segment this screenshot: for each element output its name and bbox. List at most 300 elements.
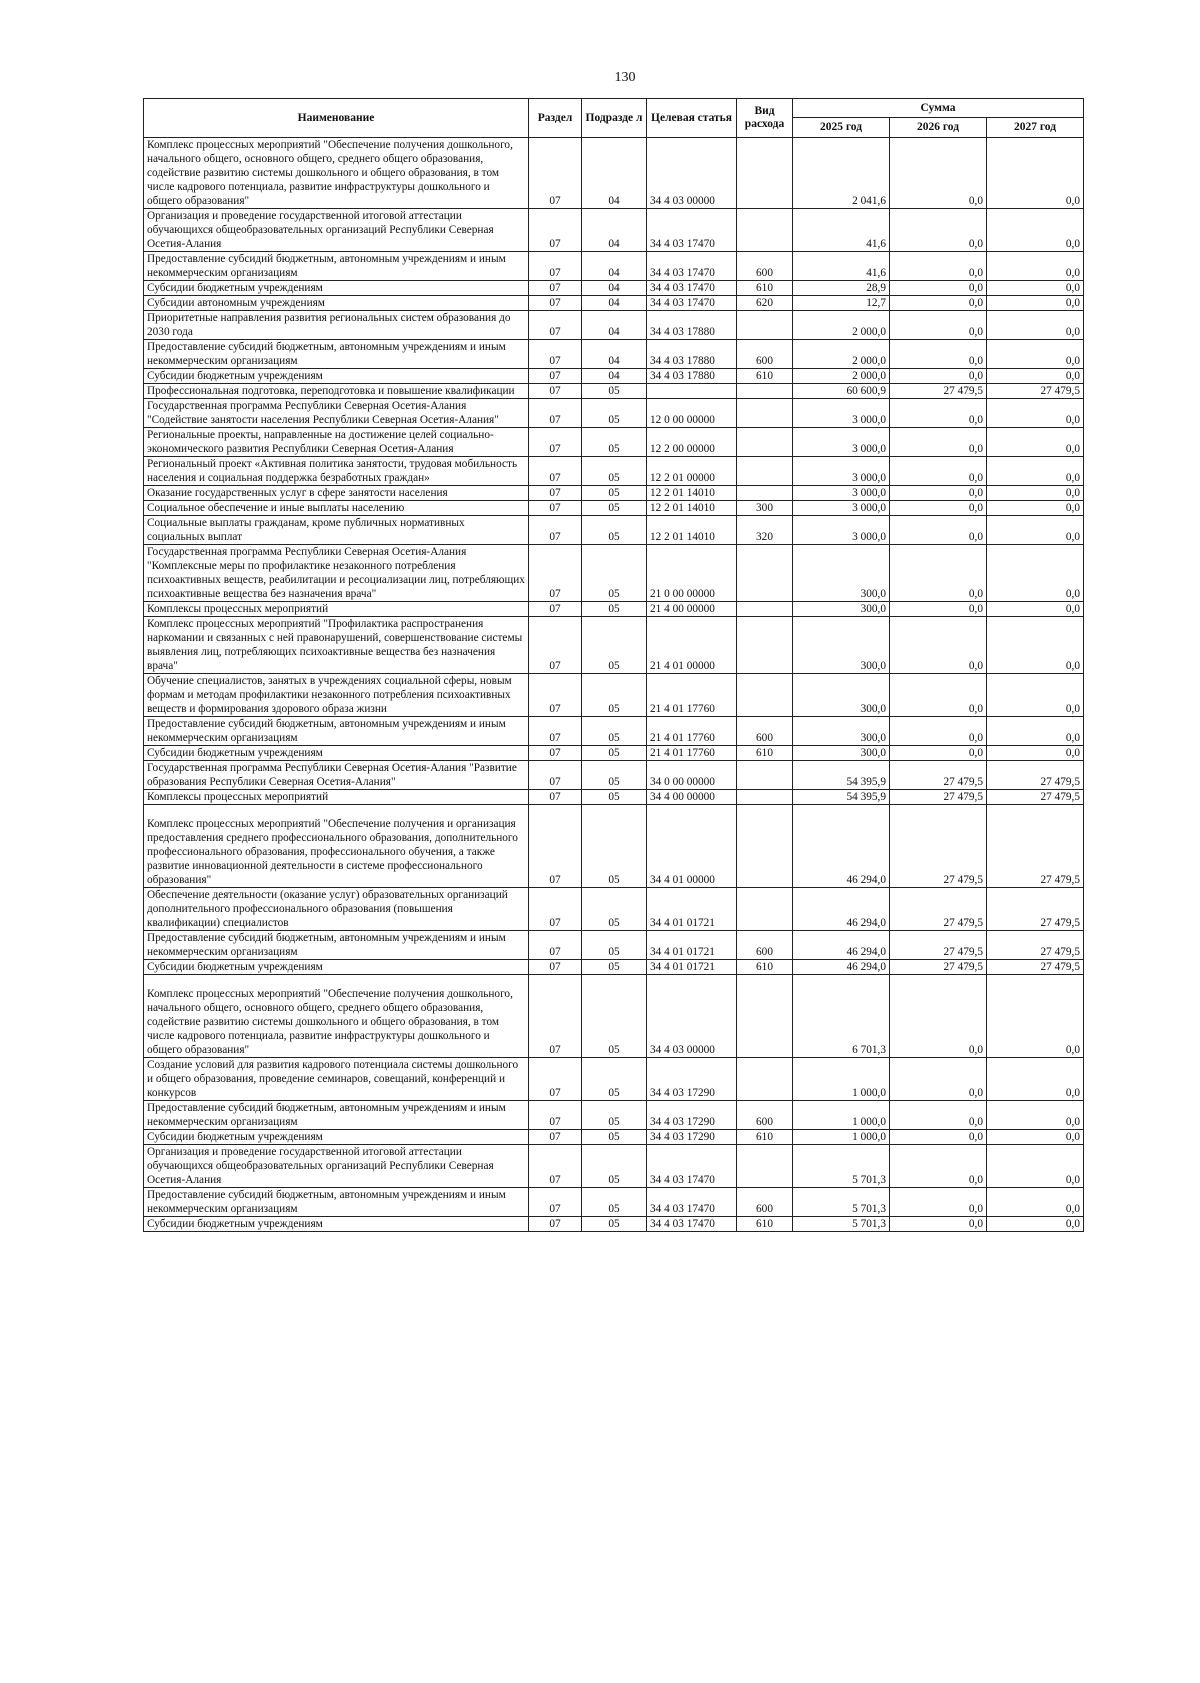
table-row bbox=[144, 486, 1084, 501]
row-expense-kind bbox=[737, 888, 793, 931]
row-sum-2026: 0,0 bbox=[890, 617, 987, 674]
row-sum-2027: 27 479,5 bbox=[987, 888, 1084, 931]
row-sum-2025: 2 041,6 bbox=[793, 138, 890, 209]
row-expense-kind bbox=[737, 805, 793, 888]
row-name: Субсидии бюджетным учреждениям bbox=[144, 281, 529, 296]
row-subsection: 05 bbox=[582, 1058, 647, 1101]
row-sum-2026: 0,0 bbox=[890, 1145, 987, 1188]
row-subsection: 05 bbox=[582, 674, 647, 717]
row-section: 07 bbox=[529, 717, 582, 746]
row-subsection: 05 bbox=[582, 1130, 647, 1145]
row-target-article: 34 4 01 01721 bbox=[647, 960, 737, 975]
row-sum-2025: 300,0 bbox=[793, 746, 890, 761]
row-sum-2027: 0,0 bbox=[987, 1217, 1084, 1232]
row-sum-2026: 0,0 bbox=[890, 138, 987, 209]
row-target-article: 34 4 01 01721 bbox=[647, 888, 737, 931]
row-target-article: 21 4 01 00000 bbox=[647, 617, 737, 674]
row-target-article: 34 4 03 17470 bbox=[647, 1188, 737, 1217]
row-sum-2027: 0,0 bbox=[987, 1101, 1084, 1130]
row-sum-2025: 46 294,0 bbox=[793, 960, 890, 975]
row-name: Комплекс процессных мероприятий "Обеспечение получения дошкольного, начального общего, основного общего, среднего общего образования, содействие развитию системы дошкольного и общего образования, в том числе кадрового потенциала, развитие инфраструктуры дошкольного и общего образования" bbox=[144, 975, 529, 1058]
table-row bbox=[144, 281, 1084, 296]
row-subsection: 05 bbox=[582, 501, 647, 516]
table-row bbox=[144, 369, 1084, 384]
row-name: Субсидии бюджетным учреждениям bbox=[144, 1217, 529, 1232]
table-row bbox=[144, 252, 1084, 281]
row-subsection: 04 bbox=[582, 209, 647, 252]
row-sum-2026: 27 479,5 bbox=[890, 761, 987, 790]
row-target-article: 12 2 00 00000 bbox=[647, 428, 737, 457]
row-sum-2025: 5 701,3 bbox=[793, 1217, 890, 1232]
row-subsection: 05 bbox=[582, 384, 647, 399]
row-name: Комплексы процессных мероприятий bbox=[144, 602, 529, 617]
row-subsection: 05 bbox=[582, 888, 647, 931]
table-row bbox=[144, 805, 1084, 888]
row-target-article: 34 4 03 17880 bbox=[647, 369, 737, 384]
table-row bbox=[144, 1058, 1084, 1101]
table-row bbox=[144, 1101, 1084, 1130]
row-target-article: 34 4 03 17470 bbox=[647, 209, 737, 252]
row-target-article: 21 0 00 00000 bbox=[647, 545, 737, 602]
row-sum-2027: 27 479,5 bbox=[987, 761, 1084, 790]
row-subsection: 05 bbox=[582, 761, 647, 790]
row-sum-2025: 300,0 bbox=[793, 602, 890, 617]
row-target-article: 12 2 01 14010 bbox=[647, 501, 737, 516]
row-name: Организация и проведение государственной итоговой аттестации обучающихся общеобразовательных организаций Республики Северная Осетия-Алания bbox=[144, 209, 529, 252]
row-section: 07 bbox=[529, 617, 582, 674]
row-name: Государственная программа Республики Северная Осетия-Алания "Содействие занятости населения Республики Северная Осетия-Алания" bbox=[144, 399, 529, 428]
row-sum-2027: 0,0 bbox=[987, 369, 1084, 384]
table-body bbox=[144, 138, 1084, 1232]
row-sum-2027: 0,0 bbox=[987, 399, 1084, 428]
row-sum-2026: 0,0 bbox=[890, 545, 987, 602]
row-section: 07 bbox=[529, 384, 582, 399]
row-sum-2026: 27 479,5 bbox=[890, 960, 987, 975]
table-row bbox=[144, 501, 1084, 516]
row-subsection: 05 bbox=[582, 805, 647, 888]
table-row bbox=[144, 545, 1084, 602]
row-name: Субсидии автономным учреждениям bbox=[144, 296, 529, 311]
row-sum-2026: 0,0 bbox=[890, 516, 987, 545]
row-name: Субсидии бюджетным учреждениям bbox=[144, 746, 529, 761]
row-expense-kind bbox=[737, 602, 793, 617]
table-row bbox=[144, 975, 1084, 1058]
row-section: 07 bbox=[529, 790, 582, 805]
row-expense-kind: 610 bbox=[737, 746, 793, 761]
table-row bbox=[144, 790, 1084, 805]
row-sum-2026: 0,0 bbox=[890, 486, 987, 501]
row-subsection: 05 bbox=[582, 457, 647, 486]
row-sum-2026: 27 479,5 bbox=[890, 931, 987, 960]
table-row bbox=[144, 931, 1084, 960]
row-sum-2026: 0,0 bbox=[890, 296, 987, 311]
table-row bbox=[144, 384, 1084, 399]
row-subsection: 05 bbox=[582, 486, 647, 501]
row-sum-2025: 46 294,0 bbox=[793, 805, 890, 888]
row-sum-2025: 300,0 bbox=[793, 674, 890, 717]
row-section: 07 bbox=[529, 1058, 582, 1101]
row-section: 07 bbox=[529, 457, 582, 486]
table-row bbox=[144, 209, 1084, 252]
row-sum-2025: 3 000,0 bbox=[793, 428, 890, 457]
row-sum-2026: 0,0 bbox=[890, 1217, 987, 1232]
row-target-article: 21 4 01 17760 bbox=[647, 717, 737, 746]
row-expense-kind: 600 bbox=[737, 340, 793, 369]
header-year-2027: 2027 год bbox=[987, 118, 1084, 138]
row-name: Субсидии бюджетным учреждениям bbox=[144, 1130, 529, 1145]
row-section: 07 bbox=[529, 931, 582, 960]
row-sum-2027: 27 479,5 bbox=[987, 384, 1084, 399]
row-sum-2025: 3 000,0 bbox=[793, 486, 890, 501]
row-section: 07 bbox=[529, 296, 582, 311]
row-subsection: 05 bbox=[582, 960, 647, 975]
row-subsection: 05 bbox=[582, 975, 647, 1058]
row-subsection: 04 bbox=[582, 369, 647, 384]
row-sum-2027: 0,0 bbox=[987, 501, 1084, 516]
row-sum-2026: 0,0 bbox=[890, 1130, 987, 1145]
row-name: Организация и проведение государственной итоговой аттестации обучающихся общеобразовательных организаций Республики Северная Осетия-Алания bbox=[144, 1145, 529, 1188]
row-sum-2026: 0,0 bbox=[890, 1101, 987, 1130]
row-sum-2027: 0,0 bbox=[987, 209, 1084, 252]
row-sum-2027: 0,0 bbox=[987, 1058, 1084, 1101]
row-name: Социальные выплаты гражданам, кроме публичных нормативных социальных выплат bbox=[144, 516, 529, 545]
row-name: Комплекс процессных мероприятий "Профилактика распространения наркомании и связанных с ней правонарушений, совершенствование системы выявления лиц, потребляющих психоактивные вещества без назначения врача" bbox=[144, 617, 529, 674]
row-expense-kind bbox=[737, 399, 793, 428]
row-target-article: 34 4 03 17470 bbox=[647, 1217, 737, 1232]
row-subsection: 04 bbox=[582, 311, 647, 340]
row-sum-2027: 27 479,5 bbox=[987, 931, 1084, 960]
row-target-article: 34 4 00 00000 bbox=[647, 790, 737, 805]
row-target-article: 21 4 01 17760 bbox=[647, 746, 737, 761]
table-row bbox=[144, 340, 1084, 369]
row-expense-kind: 620 bbox=[737, 296, 793, 311]
row-target-article: 34 4 03 17880 bbox=[647, 311, 737, 340]
row-sum-2026: 0,0 bbox=[890, 399, 987, 428]
row-subsection: 05 bbox=[582, 1101, 647, 1130]
row-expense-kind: 300 bbox=[737, 501, 793, 516]
row-name: Предоставление субсидий бюджетным, автономным учреждениям и иным некоммерческим организациям bbox=[144, 1101, 529, 1130]
row-section: 07 bbox=[529, 975, 582, 1058]
row-subsection: 05 bbox=[582, 1188, 647, 1217]
row-name: Профессиональная подготовка, переподготовка и повышение квалификации bbox=[144, 384, 529, 399]
row-sum-2026: 0,0 bbox=[890, 602, 987, 617]
row-sum-2025: 46 294,0 bbox=[793, 931, 890, 960]
table-row bbox=[144, 888, 1084, 931]
row-expense-kind: 600 bbox=[737, 931, 793, 960]
row-sum-2026: 27 479,5 bbox=[890, 805, 987, 888]
row-sum-2027: 0,0 bbox=[987, 975, 1084, 1058]
row-section: 07 bbox=[529, 311, 582, 340]
row-sum-2025: 41,6 bbox=[793, 209, 890, 252]
row-section: 07 bbox=[529, 960, 582, 975]
row-expense-kind bbox=[737, 209, 793, 252]
row-target-article: 34 4 03 17290 bbox=[647, 1101, 737, 1130]
row-subsection: 05 bbox=[582, 617, 647, 674]
row-name: Региональные проекты, направленные на достижение целей социально-экономического развития Республики Северная Осетия-Алания bbox=[144, 428, 529, 457]
row-sum-2025: 46 294,0 bbox=[793, 888, 890, 931]
table-row bbox=[144, 138, 1084, 209]
row-subsection: 04 bbox=[582, 281, 647, 296]
table-row bbox=[144, 399, 1084, 428]
budget-table bbox=[143, 98, 1084, 1232]
row-subsection: 05 bbox=[582, 1217, 647, 1232]
row-sum-2027: 0,0 bbox=[987, 252, 1084, 281]
row-sum-2025: 60 600,9 bbox=[793, 384, 890, 399]
header-subsection: Подразде л bbox=[582, 99, 647, 138]
table-row bbox=[144, 1217, 1084, 1232]
row-sum-2025: 28,9 bbox=[793, 281, 890, 296]
table-row bbox=[144, 311, 1084, 340]
table-row bbox=[144, 428, 1084, 457]
table-row bbox=[144, 516, 1084, 545]
row-section: 07 bbox=[529, 340, 582, 369]
row-target-article: 34 4 03 17470 bbox=[647, 252, 737, 281]
row-expense-kind bbox=[737, 761, 793, 790]
row-sum-2025: 12,7 bbox=[793, 296, 890, 311]
row-subsection: 04 bbox=[582, 340, 647, 369]
row-expense-kind bbox=[737, 138, 793, 209]
row-sum-2025: 3 000,0 bbox=[793, 516, 890, 545]
row-sum-2026: 27 479,5 bbox=[890, 888, 987, 931]
row-sum-2027: 0,0 bbox=[987, 617, 1084, 674]
row-sum-2026: 0,0 bbox=[890, 369, 987, 384]
row-section: 07 bbox=[529, 138, 582, 209]
row-target-article: 34 4 01 01721 bbox=[647, 931, 737, 960]
row-expense-kind bbox=[737, 1145, 793, 1188]
row-target-article: 34 4 03 17880 bbox=[647, 340, 737, 369]
row-expense-kind: 600 bbox=[737, 717, 793, 746]
row-name: Комплексы процессных мероприятий bbox=[144, 790, 529, 805]
row-sum-2025: 2 000,0 bbox=[793, 311, 890, 340]
row-target-article: 34 0 00 00000 bbox=[647, 761, 737, 790]
row-target-article: 34 4 03 00000 bbox=[647, 975, 737, 1058]
table-row bbox=[144, 457, 1084, 486]
row-section: 07 bbox=[529, 602, 582, 617]
row-target-article: 34 4 03 17470 bbox=[647, 296, 737, 311]
row-expense-kind: 610 bbox=[737, 369, 793, 384]
row-section: 07 bbox=[529, 1145, 582, 1188]
row-sum-2026: 27 479,5 bbox=[890, 790, 987, 805]
row-sum-2025: 1 000,0 bbox=[793, 1101, 890, 1130]
header-section: Раздел bbox=[529, 99, 582, 138]
row-subsection: 05 bbox=[582, 602, 647, 617]
row-sum-2026: 0,0 bbox=[890, 975, 987, 1058]
row-sum-2025: 6 701,3 bbox=[793, 975, 890, 1058]
row-name: Оказание государственных услуг в сфере занятости населения bbox=[144, 486, 529, 501]
row-sum-2026: 0,0 bbox=[890, 1188, 987, 1217]
row-target-article bbox=[647, 384, 737, 399]
row-subsection: 05 bbox=[582, 717, 647, 746]
row-section: 07 bbox=[529, 252, 582, 281]
table-row bbox=[144, 717, 1084, 746]
row-name: Субсидии бюджетным учреждениям bbox=[144, 369, 529, 384]
row-sum-2025: 300,0 bbox=[793, 617, 890, 674]
row-name: Социальное обеспечение и иные выплаты населению bbox=[144, 501, 529, 516]
row-expense-kind: 610 bbox=[737, 1130, 793, 1145]
row-expense-kind bbox=[737, 428, 793, 457]
row-expense-kind bbox=[737, 384, 793, 399]
row-sum-2026: 0,0 bbox=[890, 1058, 987, 1101]
row-subsection: 05 bbox=[582, 790, 647, 805]
row-sum-2027: 0,0 bbox=[987, 486, 1084, 501]
row-target-article: 34 4 01 00000 bbox=[647, 805, 737, 888]
row-sum-2025: 2 000,0 bbox=[793, 369, 890, 384]
row-sum-2026: 0,0 bbox=[890, 501, 987, 516]
row-sum-2027: 0,0 bbox=[987, 602, 1084, 617]
header-kind: Вид расхода bbox=[737, 99, 793, 138]
row-name: Предоставление субсидий бюджетным, автономным учреждениям и иным некоммерческим организациям bbox=[144, 340, 529, 369]
row-name: Предоставление субсидий бюджетным, автономным учреждениям и иным некоммерческим организациям bbox=[144, 931, 529, 960]
row-subsection: 05 bbox=[582, 1145, 647, 1188]
table-row bbox=[144, 761, 1084, 790]
row-expense-kind bbox=[737, 1058, 793, 1101]
row-name: Предоставление субсидий бюджетным, автономным учреждениям и иным некоммерческим организациям bbox=[144, 1188, 529, 1217]
row-sum-2027: 0,0 bbox=[987, 457, 1084, 486]
row-sum-2025: 41,6 bbox=[793, 252, 890, 281]
row-target-article: 34 4 03 17290 bbox=[647, 1058, 737, 1101]
row-target-article: 12 2 01 00000 bbox=[647, 457, 737, 486]
row-expense-kind: 610 bbox=[737, 960, 793, 975]
header-year-2026: 2026 год bbox=[890, 118, 987, 138]
row-sum-2025: 1 000,0 bbox=[793, 1130, 890, 1145]
row-name: Обеспечение деятельности (оказание услуг) образовательных организаций дополнительного профессионального образования (повышения квалификации) специалистов bbox=[144, 888, 529, 931]
row-name: Комплекс процессных мероприятий "Обеспечение получения и организация предоставления среднего профессионального образования, дополнительного профессионального образования, профессионального обучения, а также развитие инновационной деятельности в системе профессионального образования" bbox=[144, 805, 529, 888]
row-expense-kind bbox=[737, 617, 793, 674]
row-sum-2027: 0,0 bbox=[987, 1188, 1084, 1217]
row-sum-2026: 0,0 bbox=[890, 340, 987, 369]
header-sum: Сумма bbox=[793, 99, 1084, 118]
row-sum-2026: 27 479,5 bbox=[890, 384, 987, 399]
row-subsection: 04 bbox=[582, 296, 647, 311]
row-section: 07 bbox=[529, 281, 582, 296]
row-section: 07 bbox=[529, 516, 582, 545]
table-row bbox=[144, 746, 1084, 761]
row-target-article: 21 4 00 00000 bbox=[647, 602, 737, 617]
row-sum-2026: 0,0 bbox=[890, 674, 987, 717]
row-sum-2027: 0,0 bbox=[987, 138, 1084, 209]
table-row bbox=[144, 296, 1084, 311]
row-sum-2026: 0,0 bbox=[890, 746, 987, 761]
row-section: 07 bbox=[529, 805, 582, 888]
row-sum-2025: 5 701,3 bbox=[793, 1188, 890, 1217]
row-name: Региональный проект «Активная политика занятости, трудовая мобильность населения и социальная поддержка безработных граждан» bbox=[144, 457, 529, 486]
row-section: 07 bbox=[529, 428, 582, 457]
row-expense-kind bbox=[737, 486, 793, 501]
row-section: 07 bbox=[529, 1101, 582, 1130]
row-expense-kind: 610 bbox=[737, 1217, 793, 1232]
row-expense-kind bbox=[737, 790, 793, 805]
row-sum-2027: 27 479,5 bbox=[987, 960, 1084, 975]
header-name: Наименование bbox=[144, 99, 529, 138]
table-row bbox=[144, 1145, 1084, 1188]
row-section: 07 bbox=[529, 1130, 582, 1145]
row-target-article: 21 4 01 17760 bbox=[647, 674, 737, 717]
row-subsection: 04 bbox=[582, 252, 647, 281]
row-sum-2027: 0,0 bbox=[987, 340, 1084, 369]
row-sum-2027: 0,0 bbox=[987, 281, 1084, 296]
row-sum-2025: 3 000,0 bbox=[793, 399, 890, 428]
table-row bbox=[144, 617, 1084, 674]
row-sum-2027: 27 479,5 bbox=[987, 805, 1084, 888]
row-subsection: 05 bbox=[582, 399, 647, 428]
row-sum-2025: 1 000,0 bbox=[793, 1058, 890, 1101]
row-sum-2027: 0,0 bbox=[987, 428, 1084, 457]
row-subsection: 05 bbox=[582, 428, 647, 457]
row-sum-2027: 0,0 bbox=[987, 516, 1084, 545]
row-sum-2027: 0,0 bbox=[987, 746, 1084, 761]
row-expense-kind: 320 bbox=[737, 516, 793, 545]
row-subsection: 05 bbox=[582, 931, 647, 960]
row-sum-2025: 3 000,0 bbox=[793, 457, 890, 486]
row-name: Субсидии бюджетным учреждениям bbox=[144, 960, 529, 975]
row-target-article: 34 4 03 17470 bbox=[647, 281, 737, 296]
row-sum-2027: 27 479,5 bbox=[987, 790, 1084, 805]
row-target-article: 34 4 03 17290 bbox=[647, 1130, 737, 1145]
row-sum-2025: 300,0 bbox=[793, 717, 890, 746]
row-expense-kind: 600 bbox=[737, 1101, 793, 1130]
table-row bbox=[144, 602, 1084, 617]
row-sum-2026: 0,0 bbox=[890, 209, 987, 252]
row-sum-2026: 0,0 bbox=[890, 252, 987, 281]
row-section: 07 bbox=[529, 399, 582, 428]
row-subsection: 05 bbox=[582, 746, 647, 761]
row-target-article: 12 2 01 14010 bbox=[647, 486, 737, 501]
row-name: Комплекс процессных мероприятий "Обеспечение получения дошкольного, начального общего, основного общего, среднего общего образования, содействие развитию системы дошкольного и общего образования, в том числе кадрового потенциала, развитие инфраструктуры дошкольного и общего образования" bbox=[144, 138, 529, 209]
row-sum-2027: 0,0 bbox=[987, 1130, 1084, 1145]
page-number: 130 bbox=[614, 70, 636, 85]
row-sum-2027: 0,0 bbox=[987, 311, 1084, 340]
row-expense-kind bbox=[737, 545, 793, 602]
row-expense-kind: 600 bbox=[737, 252, 793, 281]
row-name: Государственная программа Республики Северная Осетия-Алания "Комплексные меры по профилактике незаконного потребления психоактивных веществ, реабилитации и ресоциализации лиц, потребляющих психоактивные вещества без назначения врача" bbox=[144, 545, 529, 602]
row-sum-2025: 300,0 bbox=[793, 545, 890, 602]
table-row bbox=[144, 1130, 1084, 1145]
row-name: Государственная программа Республики Северная Осетия-Алания "Развитие образования Республики Северная Осетия-Алания" bbox=[144, 761, 529, 790]
row-section: 07 bbox=[529, 1188, 582, 1217]
row-section: 07 bbox=[529, 209, 582, 252]
row-target-article: 12 2 01 14010 bbox=[647, 516, 737, 545]
row-sum-2025: 5 701,3 bbox=[793, 1145, 890, 1188]
row-target-article: 34 4 03 17470 bbox=[647, 1145, 737, 1188]
row-section: 07 bbox=[529, 369, 582, 384]
row-expense-kind bbox=[737, 457, 793, 486]
row-section: 07 bbox=[529, 486, 582, 501]
row-subsection: 04 bbox=[582, 138, 647, 209]
row-section: 07 bbox=[529, 545, 582, 602]
row-expense-kind bbox=[737, 311, 793, 340]
row-expense-kind bbox=[737, 674, 793, 717]
row-subsection: 05 bbox=[582, 516, 647, 545]
header-year-2025: 2025 год bbox=[793, 118, 890, 138]
row-sum-2025: 54 395,9 bbox=[793, 790, 890, 805]
table-row bbox=[144, 1188, 1084, 1217]
table-row bbox=[144, 960, 1084, 975]
row-sum-2027: 0,0 bbox=[987, 545, 1084, 602]
row-subsection: 05 bbox=[582, 545, 647, 602]
row-name: Предоставление субсидий бюджетным, автономным учреждениям и иным некоммерческим организациям bbox=[144, 252, 529, 281]
row-section: 07 bbox=[529, 501, 582, 516]
row-sum-2026: 0,0 bbox=[890, 311, 987, 340]
row-sum-2026: 0,0 bbox=[890, 428, 987, 457]
row-section: 07 bbox=[529, 761, 582, 790]
row-sum-2027: 0,0 bbox=[987, 717, 1084, 746]
table-row bbox=[144, 674, 1084, 717]
row-sum-2027: 0,0 bbox=[987, 1145, 1084, 1188]
row-sum-2025: 3 000,0 bbox=[793, 501, 890, 516]
row-expense-kind bbox=[737, 975, 793, 1058]
row-sum-2026: 0,0 bbox=[890, 717, 987, 746]
row-sum-2025: 54 395,9 bbox=[793, 761, 890, 790]
